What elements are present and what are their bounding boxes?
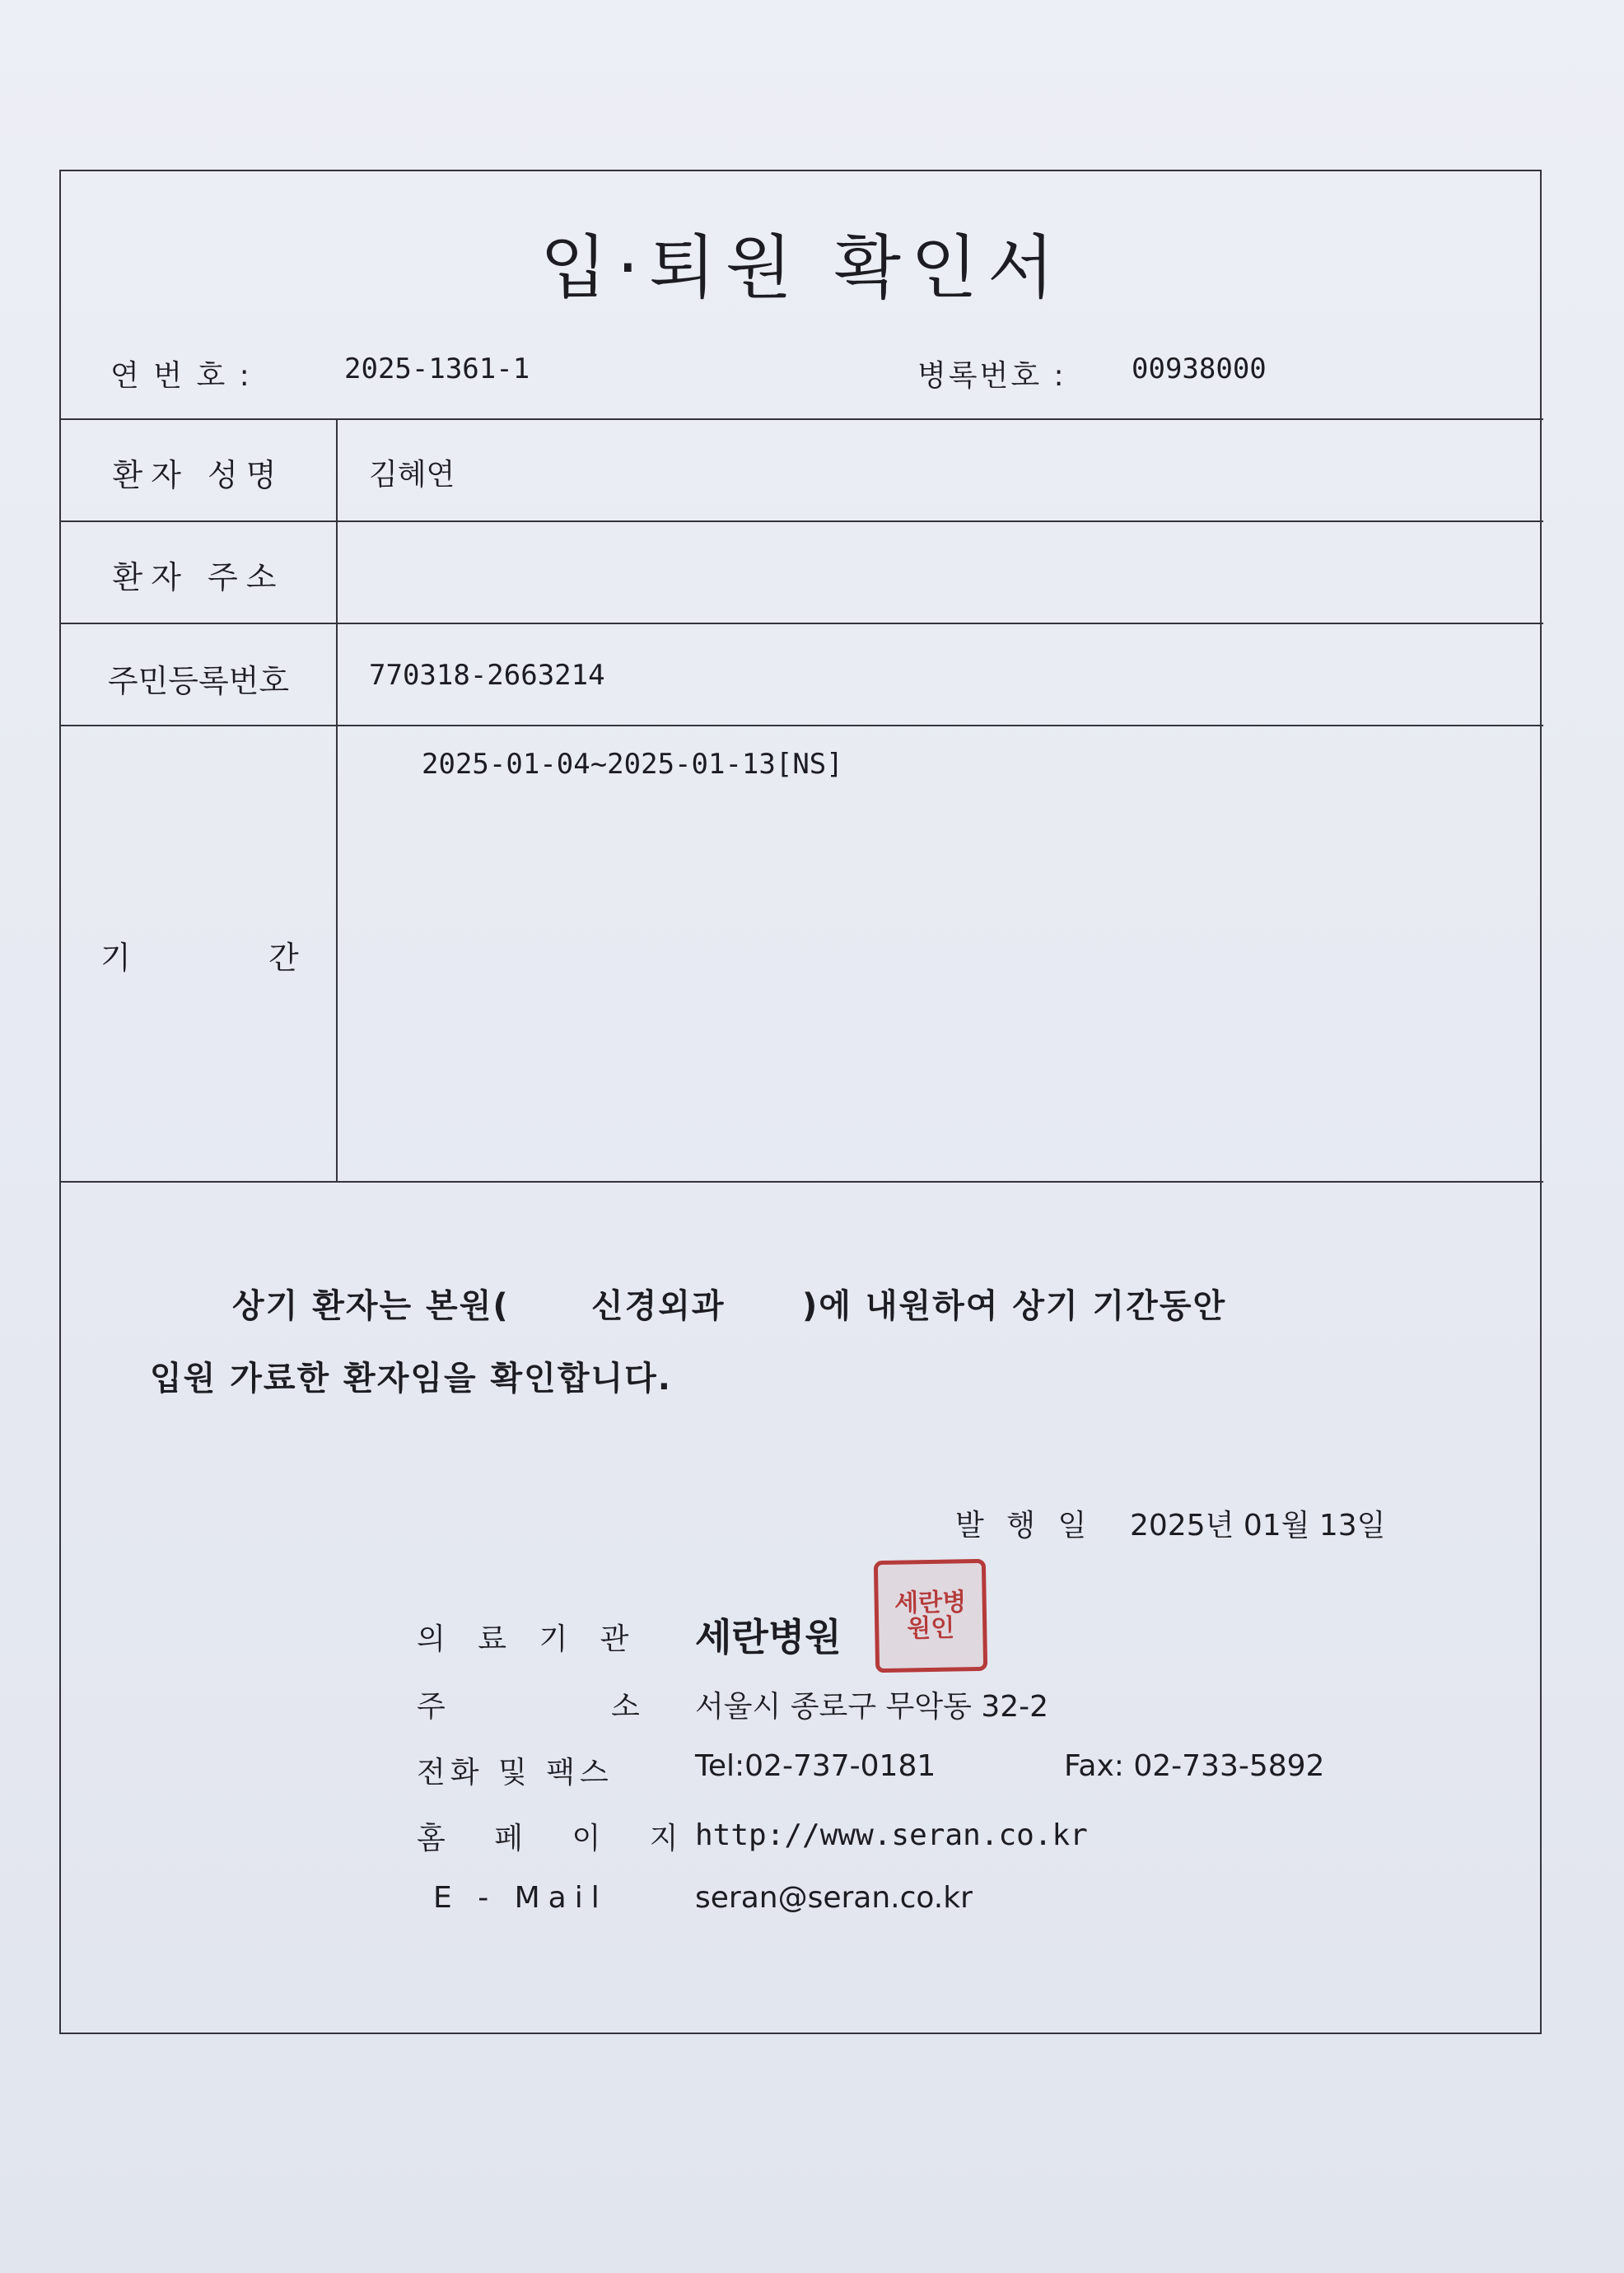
hospital-seal-stamp bbox=[874, 1559, 987, 1673]
homepage-label: 홈 페 이 지 bbox=[417, 1822, 698, 1855]
table-row-divider bbox=[61, 623, 1543, 624]
record-number-value: 00938000 bbox=[1132, 352, 1267, 385]
serial-number-value: 2025-1361-1 bbox=[344, 352, 530, 385]
seal-mark: 원인 bbox=[906, 1613, 955, 1644]
table-top-border bbox=[61, 418, 1543, 420]
patient-address-label: 환자 주소 bbox=[112, 559, 285, 595]
resident-number-label: 주민등록번호 bbox=[107, 663, 290, 699]
issue-date-value: 2025년 01월 13일 bbox=[1130, 1509, 1386, 1543]
resident-number-value: 770318-2663214 bbox=[369, 659, 605, 692]
seal-mark: 세란병 bbox=[894, 1587, 967, 1618]
table-column-divider bbox=[336, 418, 338, 1181]
address-label-second-char: 소 bbox=[611, 1690, 651, 1724]
period-label-second: 간 bbox=[268, 940, 299, 976]
institution-address: 서울시 종로구 무악동 32-2 bbox=[695, 1690, 1049, 1724]
table-bottom-border bbox=[61, 1181, 1543, 1183]
address-label-first-char: 주 bbox=[417, 1690, 457, 1724]
institution-label: 의 료 기 관 bbox=[417, 1622, 641, 1656]
statement-line1-end: )에 내원하여 상기 기간동안 bbox=[802, 1287, 1227, 1325]
patient-name-value: 김혜연 bbox=[369, 458, 455, 492]
table-row-divider bbox=[61, 725, 1543, 726]
statement-line1-start: 상기 환자는 본원( bbox=[232, 1287, 510, 1325]
issue-date-label: 발 행 일 bbox=[955, 1509, 1094, 1543]
institution-name: 세란병원 bbox=[695, 1615, 842, 1659]
department-name: 신경외과 bbox=[591, 1287, 726, 1325]
email-link[interactable]: seran@seran.co.kr bbox=[695, 1881, 973, 1915]
document-title: 입·퇴원 확인서 bbox=[539, 227, 1065, 308]
phone-number: Tel:02-737-0181 bbox=[695, 1749, 936, 1783]
homepage-link[interactable]: http://www.seran.co.kr bbox=[695, 1818, 1088, 1852]
fax-number: Fax: 02-733-5892 bbox=[1064, 1749, 1325, 1783]
period-label-first: 기 bbox=[100, 940, 131, 976]
phone-fax-label: 전화 및 팩스 bbox=[417, 1756, 614, 1790]
statement-line2: 입원 가료한 환자임을 확인합니다. bbox=[150, 1360, 672, 1398]
email-label: E - Mail bbox=[433, 1881, 608, 1915]
record-number-label: 병록번호 : bbox=[917, 359, 1066, 393]
admission-period-value: 2025-01-04~2025-01-13[NS] bbox=[422, 748, 843, 781]
table-row-divider bbox=[61, 520, 1543, 522]
certificate-frame bbox=[59, 170, 1542, 2034]
serial-number-label: 연 번 호 : bbox=[110, 359, 252, 393]
patient-name-label: 환자 성명 bbox=[112, 457, 285, 493]
